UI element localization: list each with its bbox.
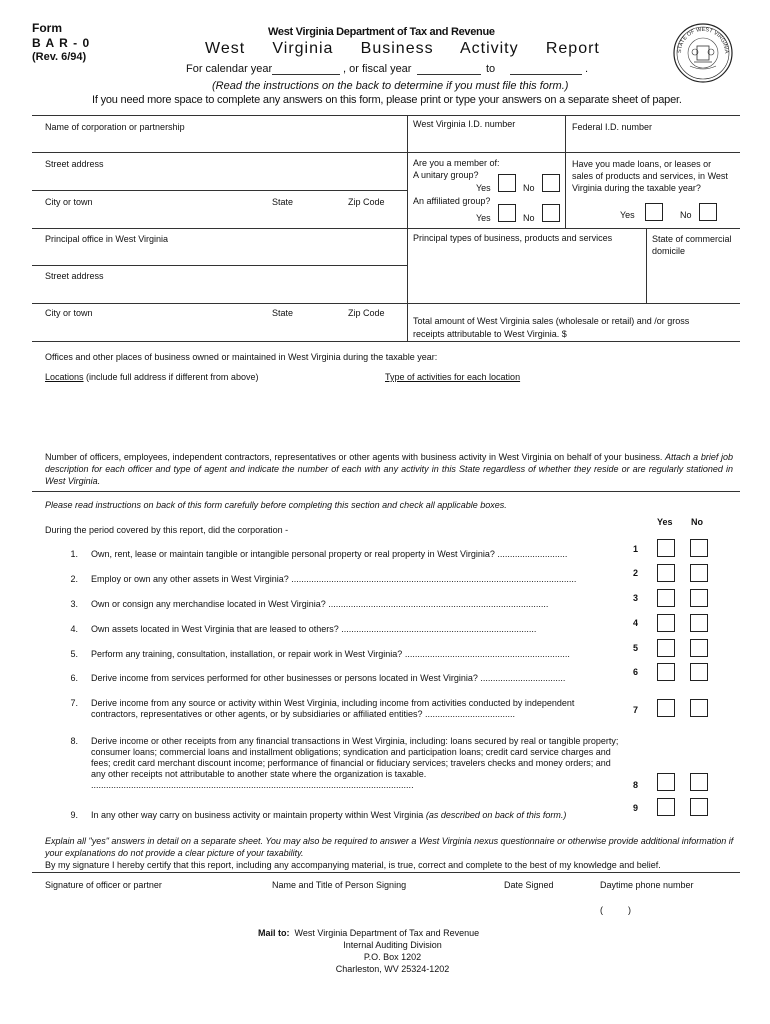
- zip-label-2: Zip Code: [348, 308, 385, 318]
- offices-intro: Offices and other places of business owned or maintained in West Virginia during the taxable year:: [45, 352, 438, 362]
- officers-paragraph: [45, 451, 733, 487]
- mail-line-2: Internal Auditing Division: [343, 940, 442, 950]
- fiscal-year-label: , or fiscal year: [343, 63, 412, 75]
- date-signed-label: Date Signed: [504, 880, 554, 890]
- q1-text: Own, rent, lease or maintain tangible or intangible personal property or real property in West Virginia? ............................: [91, 549, 568, 559]
- unitary-question: A unitary group?: [413, 170, 479, 180]
- row-rule: [32, 341, 740, 342]
- q3-yes-checkbox[interactable]: [657, 589, 675, 607]
- form-label: Form: [32, 21, 62, 35]
- affiliated-no-checkbox[interactable]: [542, 204, 560, 222]
- unitary-yes-checkbox[interactable]: [498, 174, 516, 192]
- q4-yes-checkbox[interactable]: [657, 614, 675, 632]
- row-rule: [32, 152, 740, 153]
- section-rule: [32, 491, 740, 492]
- calendar-year-field[interactable]: [272, 74, 340, 75]
- q1-line-number: 1: [633, 544, 639, 554]
- q9-text-wrap: [91, 810, 631, 821]
- q2-line-number: 2: [633, 568, 639, 578]
- q1-number: 1.: [70, 549, 78, 559]
- q7-no-checkbox[interactable]: [690, 699, 708, 717]
- q7-line-number: 7: [633, 705, 639, 715]
- q9-text: In any other way carry on business activity or maintain property within West Virginia: [91, 810, 426, 820]
- department-name: West Virginia Department of Tax and Revenue: [268, 26, 495, 38]
- q2-text: Employ or own any other assets in West Virginia? ..................................................................................................................: [91, 574, 577, 584]
- member-question: Are you a member of:: [413, 158, 500, 168]
- city-label-2: City or town: [45, 308, 93, 318]
- loans-no-checkbox[interactable]: [699, 203, 717, 221]
- unitary-no-checkbox[interactable]: [542, 174, 560, 192]
- q8-yes-checkbox[interactable]: [657, 773, 675, 791]
- loans-yes-label: Yes: [620, 210, 635, 220]
- affiliated-yes-checkbox[interactable]: [498, 204, 516, 222]
- grid-top-rule: [32, 115, 740, 116]
- principal-office-label: Principal office in West Virginia: [45, 234, 169, 244]
- affiliated-question: An affiliated group?: [413, 196, 491, 206]
- locations-note: (include full address if different from above): [83, 372, 259, 382]
- q8-line-number: 8: [633, 780, 639, 790]
- q8-text: Derive income or other receipts from any financial transactions in West Virginia, including: loans secured by real or tangible property; consumer loans; commercial loans and installment obligations; syndication and participation loans; credit card service charges and fees; credit card merchant discount income; performance of financial or fiduciary services; travelers checks and money orders; and any other receipts not attributable to another state where the organization is taxable. .................................................................................................................................: [91, 736, 619, 790]
- period-end: .: [585, 63, 589, 75]
- row-rule: [32, 228, 740, 229]
- q9-number: 9.: [70, 810, 78, 820]
- q6-no-checkbox[interactable]: [690, 663, 708, 681]
- fiscal-year-to-field[interactable]: [510, 74, 582, 75]
- wv-id-label: West Virginia I.D. number: [413, 119, 516, 129]
- officers-text: Number of officers, employees, independent contractors, representatives or other agents with business activity in West Virginia on behalf of your business.: [45, 452, 665, 462]
- q8-no-checkbox[interactable]: [690, 773, 708, 791]
- mail-to-label: Mail to:: [258, 928, 290, 938]
- phone-label: Daytime phone number: [600, 880, 694, 890]
- mail-line-1: West Virginia Department of Tax and Revenue: [294, 928, 480, 938]
- mail-line-4: Charleston, WV 25324-1202: [335, 964, 450, 974]
- unitary-yes-label: Yes: [476, 183, 491, 193]
- grid-col-divider-right: [565, 115, 566, 228]
- explain-note: Explain all "yes" answers in detail on a separate sheet. You may also be required to answer a West Virginia nexus questionnaire or otherwise provide additional information if your explanations do not provide a clear picture of your taxability.: [45, 836, 734, 858]
- q2-number: 2.: [70, 574, 78, 584]
- fed-id-label: Federal I.D. number: [572, 122, 653, 132]
- q1-no-checkbox[interactable]: [690, 539, 708, 557]
- q1-yes-checkbox[interactable]: [657, 539, 675, 557]
- affiliated-no-label: No: [523, 213, 535, 223]
- phone-field[interactable]: ( ): [600, 905, 631, 915]
- state-label: State: [272, 197, 294, 207]
- q7-text: Derive income from any source or activity within West Virginia, including income from activities conducted by independent contractors, representatives or other agents, or by subsidiaries or affiliated entities? ....................................: [91, 698, 575, 719]
- q7-number: 7.: [70, 698, 78, 708]
- q6-line-number: 6: [633, 667, 639, 677]
- q5-number: 5.: [70, 649, 78, 659]
- page-title: West Virginia Business Activity Report: [205, 40, 600, 57]
- total-sales-label: Total amount of West Virginia sales (wholesale or retail) and /or gross receipts attributable to West Virginia. $: [413, 316, 690, 339]
- domicile-divider: [646, 228, 647, 304]
- loans-yes-checkbox[interactable]: [645, 203, 663, 221]
- q3-number: 3.: [70, 599, 78, 609]
- q4-text: Own assets located in West Virginia that are leased to others? ..............................................................................: [91, 624, 537, 634]
- q5-line-number: 5: [633, 643, 639, 653]
- questions-instruction: Please read instructions on back of this form carefully before completing this section and check all applicable boxes.: [45, 500, 507, 510]
- q6-number: 6.: [70, 673, 78, 683]
- yes-column-header: Yes: [657, 517, 673, 527]
- seal-text: STATE OF WEST VIRGINIA: [676, 26, 730, 54]
- unitary-no-label: No: [523, 183, 535, 193]
- form-revision: (Rev. 6/94): [32, 51, 87, 63]
- fiscal-year-from-field[interactable]: [417, 74, 481, 75]
- mail-block: [258, 928, 558, 939]
- activities-header: Type of activities for each location: [385, 372, 521, 382]
- questions-intro: During the period covered by this report, did the corporation -: [45, 525, 289, 535]
- signature-rule: [32, 872, 740, 873]
- q5-yes-checkbox[interactable]: [657, 639, 675, 657]
- q3-line-number: 3: [633, 593, 639, 603]
- q9-no-checkbox[interactable]: [690, 798, 708, 816]
- street-address-label-2: Street address: [45, 271, 104, 281]
- state-label-2: State: [272, 308, 294, 318]
- locations-header: [45, 372, 258, 383]
- q7-yes-checkbox[interactable]: [657, 699, 675, 717]
- street-address-label: Street address: [45, 159, 104, 169]
- q8-number: 8.: [70, 736, 78, 746]
- q4-line-number: 4: [633, 618, 639, 628]
- signature-label: Signature of officer or partner: [45, 880, 162, 890]
- loans-no-label: No: [680, 210, 692, 220]
- certify-statement: By my signature I hereby certify that this report, including any accompanying material, is true, correct and complete to the best of my knowledge and belief.: [45, 860, 661, 870]
- q5-no-checkbox[interactable]: [690, 639, 708, 657]
- instructions-note: (Read the instructions on the back to determine if you must file this form.): [212, 80, 569, 92]
- fiscal-to-label: to: [486, 63, 496, 75]
- locations-label: Locations: [45, 372, 84, 382]
- q3-no-checkbox[interactable]: [690, 589, 708, 607]
- q6-text: Derive income from services performed for other businesses or persons located in West Virginia? ..................................: [91, 673, 566, 683]
- commercial-domicile-label: State of commercial domicile: [652, 234, 732, 256]
- corp-name-label: Name of corporation or partnership: [45, 122, 185, 132]
- q3-text: Own or consign any merchandise located in West Virginia? ........................................................................................: [91, 599, 549, 609]
- affiliated-yes-label: Yes: [476, 213, 491, 223]
- q9-line-number: 9: [633, 803, 639, 813]
- city-label: City or town: [45, 197, 93, 207]
- row-rule: [32, 190, 407, 191]
- q9-yes-checkbox[interactable]: [657, 798, 675, 816]
- no-column-header: No: [691, 517, 703, 527]
- principal-types-label: Principal types of business, products and services: [413, 233, 613, 243]
- zip-label: Zip Code: [348, 197, 385, 207]
- space-note: If you need more space to complete any answers on this form, please print or type your answers on a separate sheet of paper.: [92, 94, 682, 106]
- row-rule: [32, 265, 407, 266]
- name-title-label: Name and Title of Person Signing: [272, 880, 407, 890]
- q4-number: 4.: [70, 624, 78, 634]
- state-seal-icon: [672, 22, 734, 84]
- mail-line-3: P.O. Box 1202: [363, 952, 422, 962]
- q9-text-italic: (as described on back of this form.): [425, 810, 567, 820]
- q6-yes-checkbox[interactable]: [657, 663, 675, 681]
- calendar-year-label: For calendar year: [186, 63, 273, 75]
- form-code: B A R - 0: [32, 36, 91, 50]
- officers-text-italic: Attach a brief job description for each officer and type of agent and indicate the number of each with any activity in this State regardless of whether they reside or are regularly stationed in West Virginia.: [45, 452, 733, 486]
- q4-no-checkbox[interactable]: [690, 614, 708, 632]
- q5-text: Perform any training, consultation, installation, or repair work in West Virginia? ..................................................................: [91, 649, 570, 659]
- loans-question: Have you made loans, or leases or sales of products and services, in West Virginia during the taxable year?: [572, 159, 728, 193]
- row-rule: [32, 303, 740, 304]
- q2-no-checkbox[interactable]: [690, 564, 708, 582]
- q2-yes-checkbox[interactable]: [657, 564, 675, 582]
